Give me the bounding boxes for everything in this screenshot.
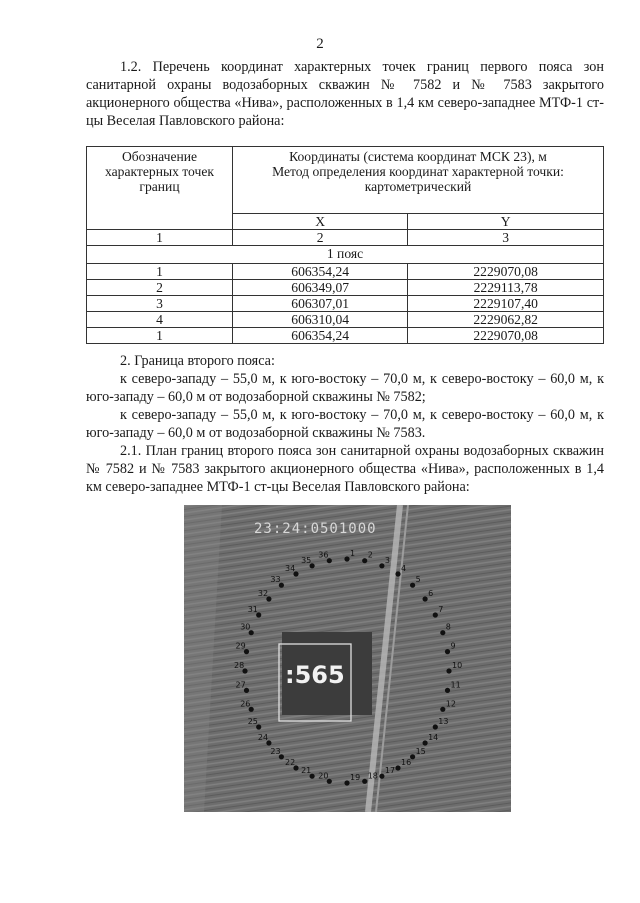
boundary-point-label: 20 [318, 771, 329, 781]
point-id: 4 [87, 312, 233, 328]
section-2-1-text: 2.1. План границ второго пояса зон санитарной охраны водозаборных скважин № 7582 и № 7583 закрытого акционерного общества «Нива», расположенных в 1,4 км северо-западнее МТФ-1 ст-цы Веселая Павловского района: [86, 443, 604, 495]
coord-y: 2229070,08 [408, 264, 604, 280]
boundary-point-label: 5 [415, 575, 421, 585]
map-canvas [184, 505, 511, 812]
boundary-point-label: 32 [257, 589, 269, 598]
col-number-3: 3 [408, 230, 604, 246]
coord-y: 2229062,82 [408, 312, 604, 328]
boundary-point-marker [440, 707, 445, 712]
section-1-2-text: 1.2. Перечень координат характерных точек границ первого пояса зон санитарной охраны водозаборных скважин № 7582 и № 7583 закрытого акционерного общества «Нива», расположенных в 1,4 км северо-западнее МТФ-1 ст-цы Веселая Павловского района: [86, 59, 604, 129]
boundary-point-label: 22 [285, 758, 296, 767]
boundary-point-marker [379, 563, 384, 568]
table-row [87, 264, 604, 280]
boundary-point-label: 27 [235, 680, 246, 690]
belt2-well-7582: к северо-западу – 55,0 м, к юго-востоку – 70,0 м, к северо-востоку – 60,0 м, к юго-западу – 60,0 м от водозаборной скважины № 7582; [86, 371, 604, 405]
boundary-point-label: 15 [415, 746, 426, 756]
coordinates-table [86, 146, 604, 344]
section-2-heading: 2. Граница второго пояса: [120, 353, 275, 369]
table-row [87, 296, 604, 312]
boundary-point-label: 29 [235, 641, 246, 651]
boundary-point-marker [395, 765, 400, 770]
boundary-point-marker [410, 583, 415, 588]
boundary-point-label: 9 [450, 641, 456, 651]
boundary-point-label: 12 [445, 699, 456, 709]
coord-x: 606307,01 [233, 296, 408, 312]
coord-y: 2229113,78 [408, 280, 604, 296]
coord-x: 606310,04 [233, 312, 408, 328]
boundary-point-marker [440, 630, 445, 635]
boundary-point-label: 17 [384, 766, 396, 776]
boundary-point-label: 25 [247, 717, 258, 726]
header-coordinates-method: Метод определения координат характерной точки: картометрический [272, 164, 564, 194]
boundary-point-marker [423, 740, 428, 745]
header-col-y: Y [408, 214, 604, 230]
boundary-point-label: 2 [367, 550, 373, 560]
coord-x: 606349,07 [233, 280, 408, 296]
boundary-point-label: 14 [428, 733, 439, 742]
boundary-point-label: 33 [270, 575, 281, 585]
header-col-x: X [233, 214, 408, 230]
boundary-point-label: 21 [301, 766, 312, 776]
boundary-point-label: 13 [438, 717, 449, 726]
boundary-point-label: 6 [428, 589, 434, 598]
boundary-point-label: 18 [367, 771, 378, 781]
point-id: 1 [87, 264, 233, 280]
boundary-point-marker [433, 724, 438, 729]
boundary-point-label: 35 [301, 555, 312, 565]
table-row [87, 280, 604, 296]
cadastral-stamp: 23:24:0501000 [254, 521, 377, 537]
boundary-point-label: 28 [234, 661, 245, 670]
boundary-point-label: 1 [350, 549, 356, 558]
table-row [87, 312, 604, 328]
boundary-point-label: 8 [445, 622, 451, 632]
boundary-point-marker [445, 688, 450, 693]
boundary-plan-map [184, 505, 511, 812]
boundary-point-marker [395, 571, 400, 576]
boundary-point-marker [433, 612, 438, 617]
point-id: 3 [87, 296, 233, 312]
header-coordinates-system: Координаты (система координат МСК 23), м [289, 149, 547, 164]
coord-x: 606354,24 [233, 264, 408, 280]
col-number-2: 2 [233, 230, 408, 246]
point-id: 2 [87, 280, 233, 296]
header-point-designation: Обозначение характерных точек границ [87, 147, 233, 230]
boundary-point-label: 30 [240, 622, 251, 632]
boundary-point-marker [445, 649, 450, 654]
coord-x: 606354,24 [233, 328, 408, 344]
boundary-point-marker [379, 774, 384, 779]
belt-label: 1 пояс [87, 246, 604, 264]
boundary-point-label: 23 [270, 746, 281, 756]
table-row [87, 328, 604, 344]
boundary-point-label: 3 [384, 555, 390, 565]
boundary-point-marker [362, 779, 367, 784]
boundary-point-label: 36 [318, 550, 329, 560]
boundary-point-label: 7 [438, 605, 444, 614]
belt2-well-7583: к северо-западу – 55,0 м, к юго-востоку – 70,0 м, к северо-востоку – 60,0 м, к юго-западу – 60,0 м от водозаборной скважины № 7583. [86, 407, 604, 441]
boundary-point-label: 4 [401, 564, 407, 573]
boundary-point-label: 11 [450, 680, 461, 690]
boundary-point-label: 34 [285, 564, 296, 573]
plot-number-label: :565 [285, 661, 345, 689]
boundary-point-marker [446, 668, 451, 673]
coord-y: 2229070,08 [408, 328, 604, 344]
boundary-point-marker [344, 556, 349, 561]
page-number: 2 [316, 36, 324, 52]
boundary-point-marker [362, 558, 367, 563]
col-number-1: 1 [87, 230, 233, 246]
boundary-point-label: 19 [350, 773, 361, 782]
coord-y: 2229107,40 [408, 296, 604, 312]
header-coordinates [233, 147, 604, 214]
boundary-point-label: 31 [247, 605, 258, 614]
boundary-point-marker [344, 780, 349, 785]
boundary-point-label: 26 [240, 699, 251, 709]
boundary-point-label: 16 [401, 758, 412, 767]
point-id: 1 [87, 328, 233, 344]
boundary-point-label: 24 [257, 733, 269, 742]
boundary-point-label: 10 [452, 661, 463, 670]
boundary-point-marker [423, 596, 428, 601]
